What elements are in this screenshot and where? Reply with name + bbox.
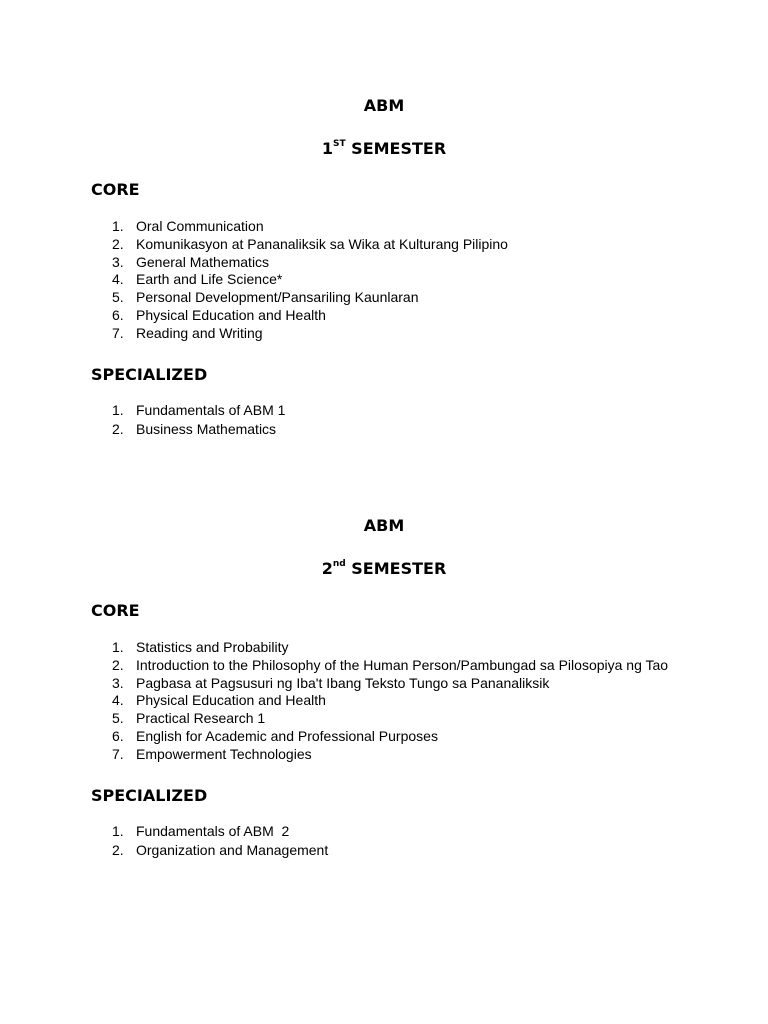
- item-number: 1.: [112, 218, 124, 234]
- subject-name: Practical Research 1: [136, 710, 266, 727]
- item-number: 1.: [112, 402, 124, 418]
- specialized-heading-2: SPECIALIZED: [91, 786, 208, 805]
- subject-name: Fundamentals of ABM 1: [136, 402, 286, 418]
- subject-name: Personal Development/Pansariling Kaunlaran: [136, 289, 419, 306]
- item-number: 4.: [112, 692, 124, 709]
- subject-name: Statistics and Probability: [136, 639, 289, 655]
- item-number: 6.: [112, 727, 124, 744]
- semester-ordinal-suffix: ST: [332, 138, 346, 149]
- subject-name: Earth and Life Science*: [136, 271, 283, 288]
- item-number: 2.: [112, 420, 124, 437]
- item-number: 4.: [112, 271, 124, 288]
- semester-ordinal-suffix: nd: [332, 558, 346, 569]
- item-number: 2.: [112, 841, 124, 858]
- subject-name: Komunikasyon at Pananaliksik sa Wika at Kulturang Pilipino: [136, 235, 508, 252]
- semester-ordinal: 1: [321, 139, 333, 158]
- semester-title-1: [0, 139, 768, 159]
- subject-name: English for Academic and Professional Purposes: [136, 727, 438, 744]
- item-number: 7.: [112, 324, 124, 341]
- item-number: 1.: [112, 639, 124, 655]
- subject-name: Physical Education and Health: [136, 306, 326, 323]
- subject-name: Physical Education and Health: [136, 692, 326, 709]
- item-number: 5.: [112, 289, 124, 306]
- program-title-1: ABM: [363, 96, 405, 115]
- semester-title-2: [0, 559, 768, 579]
- subject-name: General Mathematics: [136, 253, 270, 270]
- subject-name: Fundamentals of ABM 2: [136, 823, 290, 839]
- specialized-heading-1: SPECIALIZED: [91, 365, 208, 384]
- semester-label: SEMESTER: [351, 559, 447, 578]
- subject-name: Oral Communication: [136, 218, 264, 234]
- core-heading-2: CORE: [91, 601, 140, 620]
- item-number: 3.: [112, 674, 124, 691]
- program-title-2: ABM: [363, 516, 405, 535]
- item-number: 7.: [112, 745, 124, 762]
- semester-label: SEMESTER: [351, 139, 447, 158]
- item-number: 3.: [112, 253, 124, 270]
- subject-name: Business Mathematics: [136, 420, 277, 437]
- semester-ordinal: 2: [321, 559, 333, 578]
- core-heading-1: CORE: [91, 180, 140, 199]
- item-number: 2.: [112, 235, 124, 252]
- subject-name: Introduction to the Philosophy of the Human Person/Pambungad sa Pilosopiya ng Tao: [136, 656, 669, 673]
- item-number: 2.: [112, 656, 124, 673]
- item-number: 1.: [112, 823, 124, 839]
- subject-name: Organization and Management: [136, 841, 329, 858]
- item-number: 5.: [112, 710, 124, 727]
- subject-name: Pagbasa at Pagsusuri ng Iba't Ibang Teksto Tungo sa Pananaliksik: [136, 674, 550, 691]
- subject-name: Reading and Writing: [136, 324, 263, 341]
- item-number: 6.: [112, 306, 124, 323]
- subject-name: Empowerment Technologies: [136, 745, 312, 762]
